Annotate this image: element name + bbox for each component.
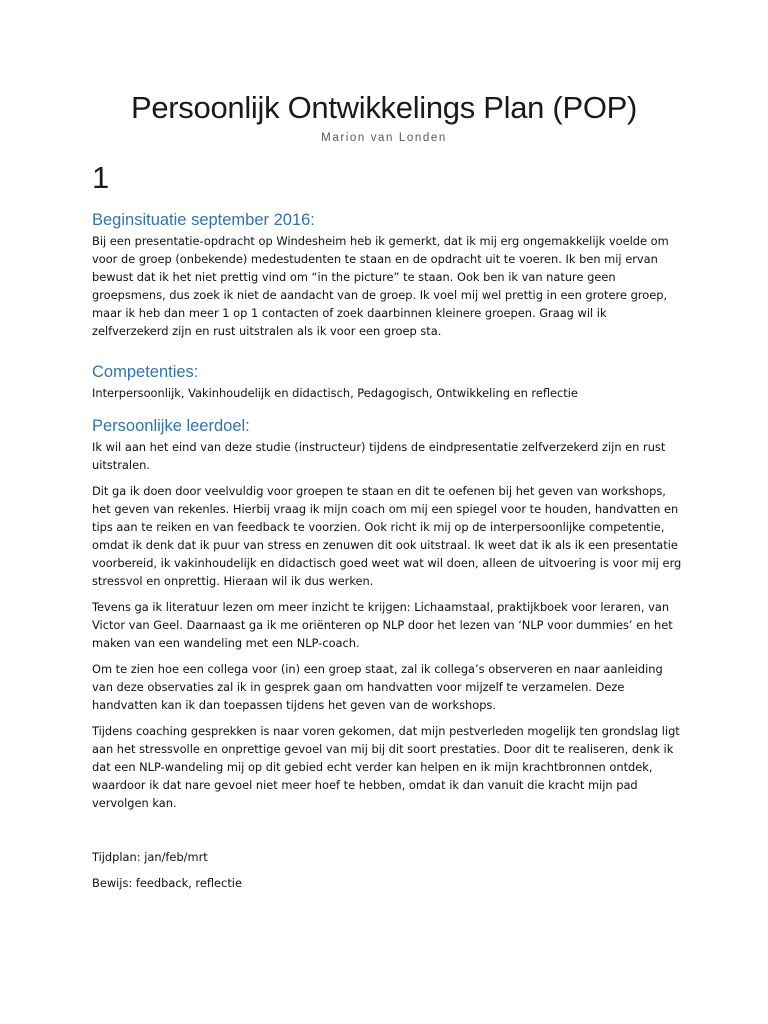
paragraph-coaching: Tijdens coaching gesprekken is naar voren gekomen, dat mijn pestverleden mogelijk ten grondslag ligt aan het stressvolle en onprettige gevoel van mij bij dit soort prestaties. Door dit te realiseren, denk ik dat een NLP-wandeling mij op dit gebied echt verder kan helpen en ik mijn krachtbronnen ontdek, waardoor ik dat nare gevoel niet meer hoef te hebben, omdat ik dan vanuit die kracht mijn pad vervolgen kan. xyxy=(92,724,680,810)
paragraph-leerdoel: Ik wil aan het eind van deze studie (instructeur) tijdens de eindpresentatie zelfverzekerd zijn en rust uitstralen. xyxy=(92,440,666,472)
section-heading-beginsituatie: Beginsituatie september 2016: xyxy=(92,211,315,229)
tijdplan-line: Tijdplan: jan/feb/mrt xyxy=(92,850,208,864)
document-body xyxy=(92,208,682,892)
document-author: Marion van Londen xyxy=(321,132,447,144)
paragraph-literatuur: Tevens ga ik literatuur lezen om meer inzicht te krijgen: Lichaamstaal, praktijkboek voor leraren, van Victor van Geel. Daarnaast ga ik me oriënteren op NLP door het lezen van ‘NLP voor dummies’ en het maken van een wandeling met een NLP-coach. xyxy=(92,600,673,650)
section-heading-leerdoel: Persoonlijke leerdoel: xyxy=(92,417,250,435)
paragraph-aanpak: Dit ga ik doen door veelvuldig voor groepen te staan en dit te oefenen bij het geven van workshops, het geven van rekenles. Hierbij vraag ik mijn coach om mij een spiegel voor te houden, handvatten en tips aan te reiken en van feedback te voorzien. Ook richt ik mij op de interpersoonlijke competentie, omdat ik denk dat ik puur van stress en zenuwen dit ook uitstraal. Ik weet dat ik als ik een presentatie voorbereid, ik vakinhoudelijk en didactisch goed weet wat wil doen, alleen de uitvoering is voor mij erg stressvol en onprettig. Hieraan wil ik dus werken. xyxy=(92,484,682,588)
chapter-number: 1 xyxy=(92,160,110,195)
paragraph-observeren: Om te zien hoe een collega voor (in) een groep staat, zal ik collega’s observeren en naar aanleiding van deze observaties zal ik in gesprek gaan om handvatten voor mijzelf te verzamelen. Deze handvatten kan ik dan toepassen tijdens het geven van de workshops. xyxy=(92,662,663,712)
section-heading-competenties: Competenties: xyxy=(92,363,199,381)
document-title: Persoonlijk Ontwikkelings Plan (POP) xyxy=(130,90,638,125)
paragraph-competenties: Interpersoonlijk, Vakinhoudelijk en didactisch, Pedagogisch, Ontwikkeling en reflectie xyxy=(92,386,578,400)
bewijs-line: Bewijs: feedback, reflectie xyxy=(92,876,242,890)
paragraph-beginsituatie: Bij een presentatie-opdracht op Windesheim heb ik gemerkt, dat ik mij erg ongemakkelijk voelde om voor de groep (onbekende) medestudenten te staan en de opdracht uit te voeren. Ik ben mij ervan bewust dat ik het niet prettig vind om “in the picture” te staan. Ook ben ik van nature geen groepsmens, dus zoek ik niet de aandacht van de groep. Ik voel mij wel prettig in een grotere groep, maar ik heb dan meer 1 op 1 contacten of zoek daarbinnen kleinere groepen. Graag wil ik zelfverzekerd zijn en rust uitstralen als ik voor een groep sta. xyxy=(92,234,669,338)
